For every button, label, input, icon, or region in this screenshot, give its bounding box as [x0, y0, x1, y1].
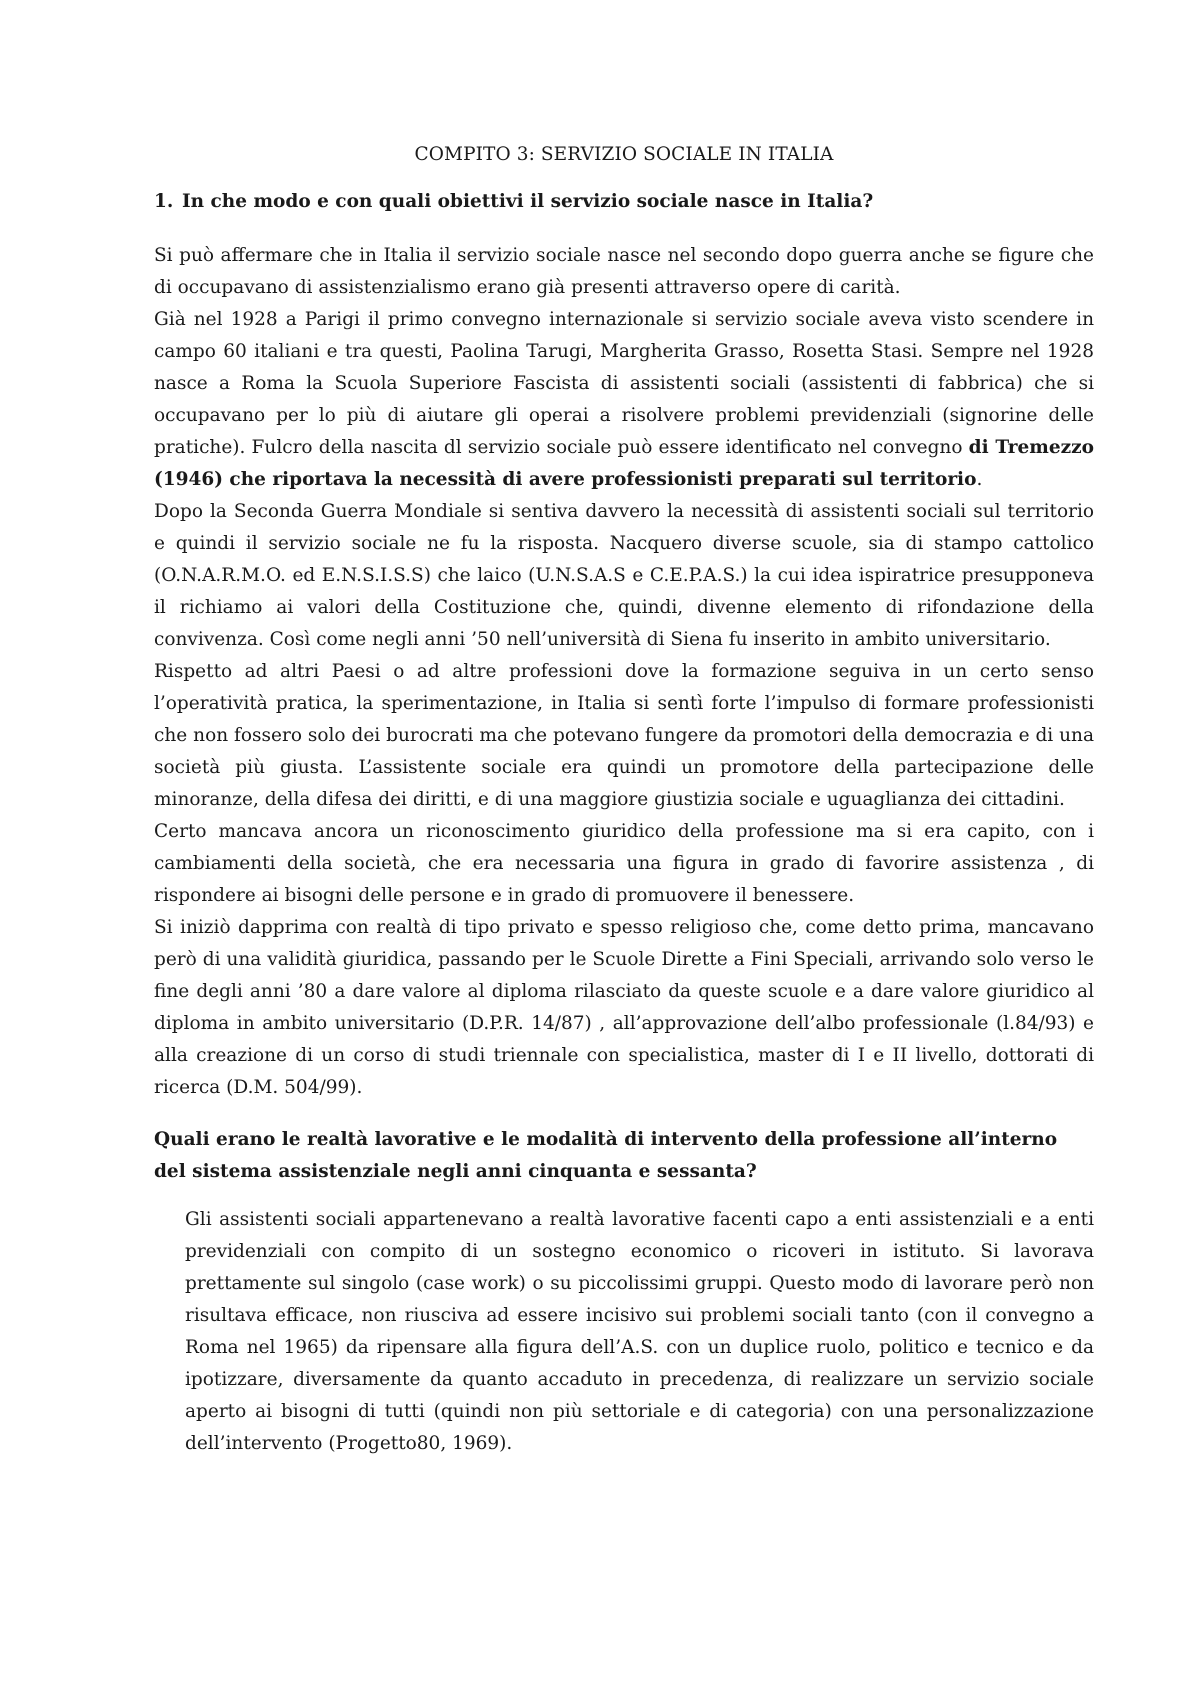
document-title: COMPITO 3: SERVIZIO SOCIALE IN ITALIA [414, 144, 834, 165]
answer-1-paragraph-2-end: . [976, 469, 983, 490]
answer-1-paragraph-1: Si può affermare che in Italia il servizio sociale nasce nel secondo dopo guerra anche se figure che di occupavano di assistenzialismo erano già presenti attraverso opere di carità. [154, 245, 1094, 298]
answer-1-paragraph-3: Dopo la Seconda Guerra Mondiale si sentiva davvero la necessità di assistenti sociali sul territorio e quindi il servizio sociale ne fu la risposta. Nacquero diverse scuole, sia di stampo cattolico (O.N.A.R.M.O. ed E.N.S.I.S.S) che laico (U.N.S.A.S e C.E.P.A.S.) la cui idea ispiratrice presupponeva il richiamo ai valori della Costituzione che, quindi, divenne elemento di rifondazione della convivenza. Così come negli anni ’50 nell’università di Siena fu inserito in ambito universitario. [154, 501, 1094, 650]
answer-1-paragraph-2-emphasis: di Tremezzo (1946) che riportava la necessità di avere professionisti preparati sul territorio [154, 437, 1095, 490]
answer-2 [154, 1204, 1094, 1460]
question-1 [154, 186, 1094, 218]
answer-1-paragraph-5: Certo mancava ancora un riconoscimento giuridico della professione ma si era capito, con i cambiamenti della società, che era necessaria una figura in grado di favorire assistenza , di rispondere ai bisogni delle persone e in grado di promuovere il benessere. [154, 821, 1094, 906]
answer-1-paragraph-6: Si iniziò dapprima con realtà di tipo privato e spesso religioso che, come detto prima, mancavano però di una validità giuridica, passando per le Scuole Dirette a Fini Speciali, arrivando solo verso le fine degli anni ’80 a dare valore al diploma rilasciato da queste scuole e a dare valore giuridico al diploma in ambito universitario (D.P.R. 14/87) , all’approvazione dell’albo professionale (l.84/93) e alla creazione di un corso di studi triennale con specialistica, master di I e II livello, dottorati di ricerca (D.M. 504/99). [154, 917, 1094, 1098]
answer-1 [154, 240, 1094, 1104]
question-1-text: In che modo e con quali obiettivi il servizio sociale nasce in Italia? [182, 191, 874, 212]
answer-1-paragraph-2 [154, 304, 1094, 496]
answer-2-paragraph-1: Gli assistenti sociali appartenevano a realtà lavorative facenti capo a enti assistenziali e a enti previdenziali con compito di un sostegno economico o ricoveri in istituto. Si lavorava prettamente sul singolo (case work) o su piccolissimi gruppi. Questo modo di lavorare però non risultava efficace, non riusciva ad essere incisivo sui problemi sociali tanto (con il convegno a Roma nel 1965) da ripensare alla figura dell’A.S. con un duplice ruolo, politico e tecnico e da ipotizzare, diversamente da quanto accaduto in precedenza, di realizzare un servizio sociale aperto ai bisogni di tutti (quindi non più settoriale e di categoria) con una personalizzazione dell’intervento (Progetto80, 1969). [185, 1209, 1094, 1454]
answer-1-paragraph-2-text: Già nel 1928 a Parigi il primo convegno internazionale si servizio sociale aveva visto scendere in campo 60 italiani e tra questi, Paolina Tarugi, Margherita Grasso, Rosetta Stasi. Sempre nel 1928 nasce a Roma la Scuola Superiore Fascista di assistenti sociali (assistenti di fabbrica) che si occupavano per lo più di aiutare gli operai a risolvere problemi previdenziali (signorine delle pratiche). Fulcro della nascita dl servizio sociale può essere identificato nel convegno [154, 309, 1094, 458]
answer-1-paragraph-4: Rispetto ad altri Paesi o ad altre professioni dove la formazione seguiva in un certo senso l’operatività pratica, la sperimentazione, in Italia si sentì forte l’impulso di formare professionisti che non fossero solo dei burocrati ma che potevano fungere da promotori della democrazia e di una società più giusta. L’assistente sociale era quindi un promotore della partecipazione delle minoranze, della difesa dei diritti, e di una maggiore giustizia sociale e uguaglianza dei cittadini. [154, 661, 1094, 810]
question-2: Quali erano le realtà lavorative e le modalità di intervento della professione all’interno del sistema assistenziale negli anni cinquanta e sessanta? [154, 1129, 1058, 1182]
question-1-number: 1. [154, 191, 174, 212]
document-page [154, 144, 1094, 1460]
